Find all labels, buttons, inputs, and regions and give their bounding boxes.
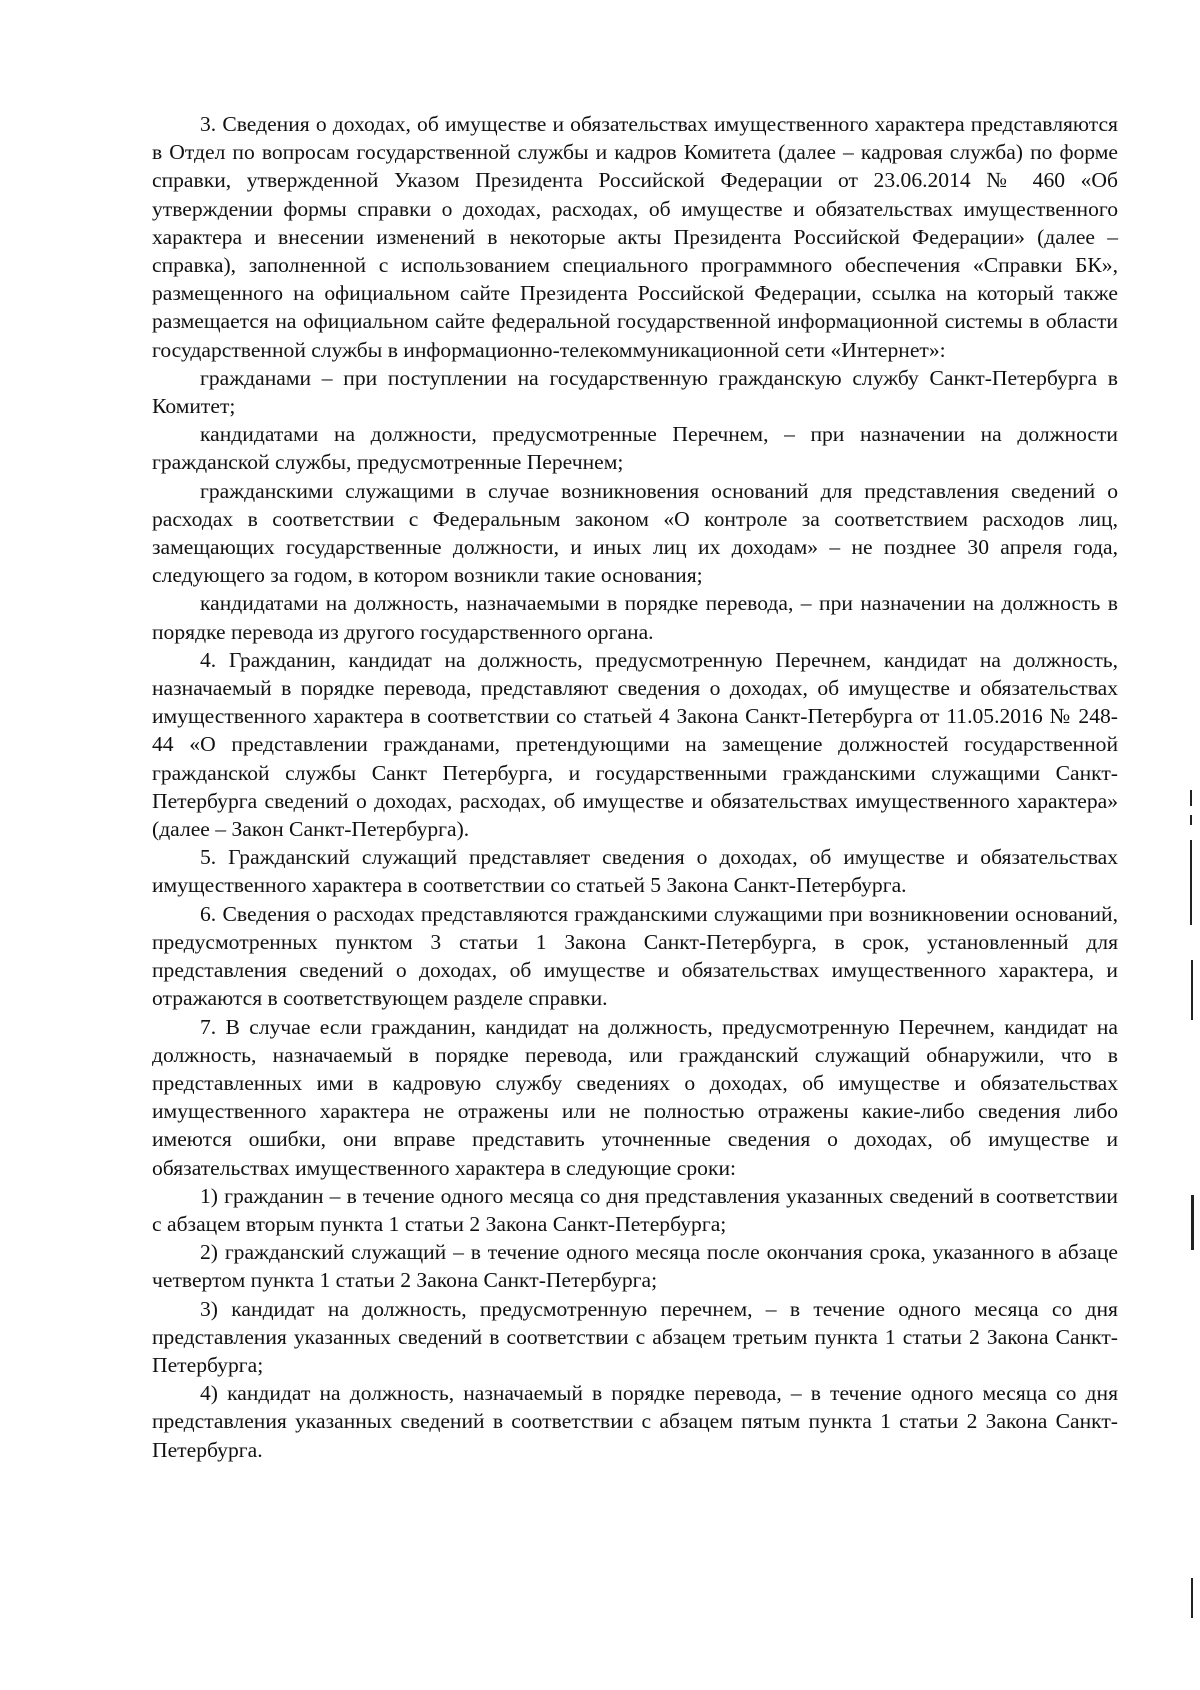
paragraph-subitem-2: 2) гражданский служащий – в течение одного месяца после окончания срока, указанного в абзаце четвертом пункта 1 статьи 2 Закона Санкт-Петербурга; xyxy=(152,1240,1118,1293)
paragraph-item-4: 4. Гражданин, кандидат на должность, предусмотренную Перечнем, кандидат на должность, назначаемый в порядке перевода, представляют сведения о доходах, об имуществе и обязательствах имущественного характера в соответствии со статьей 4 Закона Санкт-Петербурга от 11.05.2016 № 248-44 «О представлении гражданами, претендующими на замещение должностей государственной гражданской службы Санкт Петербурга, и государственными гражданскими служащими Санкт-Петербурга сведений о доходах, расходах, об имуществе и обязательствах имущественного характера» (далее – Закон Санкт-Петербурга). xyxy=(152,647,1118,842)
scan-edge-mark xyxy=(1190,840,1192,895)
scan-edge-mark xyxy=(1191,1195,1194,1250)
paragraph-transfer-candidates: кандидатами на должность, назначаемыми в порядке перевода, – при назначении на должность в порядке перевода из другого государственного органа. xyxy=(152,591,1118,644)
scan-edge-mark xyxy=(1190,895,1192,925)
scan-edge-mark xyxy=(1190,815,1192,825)
paragraph-civil-servants: гражданскими служащими в случае возникновения оснований для представления сведений о расходах в соответствии с Федеральным законом «О контроле за соответствием расходов лиц, замещающих государственные должности, и иных лиц их доходам» – не позднее 30 апреля года, следующего за годом, в котором возникли такие основания; xyxy=(152,478,1118,588)
paragraph-subitem-3: 3) кандидат на должность, предусмотренную перечнем, – в течение одного месяца со дня представления указанных сведений в соответствии с абзацем третьим пункта 1 статьи 2 Закона Санкт-Петербурга; xyxy=(152,1296,1118,1377)
scan-edge-mark xyxy=(1191,1578,1193,1618)
paragraph-candidates: кандидатами на должности, предусмотренные Перечнем, – при назначении на должности гражданской службы, предусмотренные Перечнем; xyxy=(152,422,1118,475)
scan-edge-mark xyxy=(1190,790,1192,806)
paragraph-subitem-4: 4) кандидат на должность, назначаемый в порядке перевода, – в течение одного месяца со дня представления указанных сведений в соответствии с абзацем пятым пункта 1 статьи 2 Закона Санкт-Петербурга. xyxy=(152,1381,1118,1462)
scan-edge-mark xyxy=(1191,960,1193,1020)
paragraph-item-6: 6. Сведения о расходах представляются гражданскими служащими при возникновении оснований, предусмотренных пунктом 3 статьи 1 Закона Санкт-Петербурга, в срок, установленный для представления сведений о доходах, об имуществе и обязательствах имущественного характера, и отражаются в соответствующем разделе справки. xyxy=(152,901,1118,1011)
document-body xyxy=(152,110,1118,1464)
paragraph-item-5: 5. Гражданский служащий представляет сведения о доходах, об имуществе и обязательствах имущественного характера в соответствии со статьей 5 Закона Санкт-Петербурга. xyxy=(152,845,1118,898)
paragraph-item-7: 7. В случае если гражданин, кандидат на должность, предусмотренную Перечнем, кандидат на должность, назначаемый в порядке перевода, или гражданский служащий обнаружили, что в представленных ими в кадровую службу сведениях о доходах, об имуществе и обязательствах имущественного характера не отражены или не полностью отражены какие-либо сведения либо имеются ошибки, они вправе представить уточненные сведения о доходах, об имуществе и обязательствах имущественного характера в следующие сроки: xyxy=(152,1014,1118,1180)
paragraph-subitem-1: 1) гражданин – в течение одного месяца со дня представления указанных сведений в соответствии с абзацем вторым пункта 1 статьи 2 Закона Санкт-Петербурга; xyxy=(152,1183,1118,1236)
paragraph-citizens: гражданами – при поступлении на государственную гражданскую службу Санкт-Петербурга в Комитет; xyxy=(152,365,1118,419)
paragraph-item-3: 3. Сведения о доходах, об имуществе и обязательствах имущественного характера представляются в Отдел по вопросам государственной службы и кадров Комитета (далее – кадровая служба) по форме справки, утвержденной Указом Президента Российской Федерации от 23.06.2014 № 460 «Об утверждении формы справки о доходах, расходах, об имуществе и обязательствах имущественного характера и внесении изменений в некоторые акты Президента Российской Федерации» (далее – справка), заполненной с использованием специального программного обеспечения «Справки БК», размещенного на официальном сайте Президента Российской Федерации, ссылка на который также размещается на официальном сайте федеральной государственной информационной системы в области государственной службы в информационно-телекоммуникационной сети «Интернет»: xyxy=(152,112,1118,362)
